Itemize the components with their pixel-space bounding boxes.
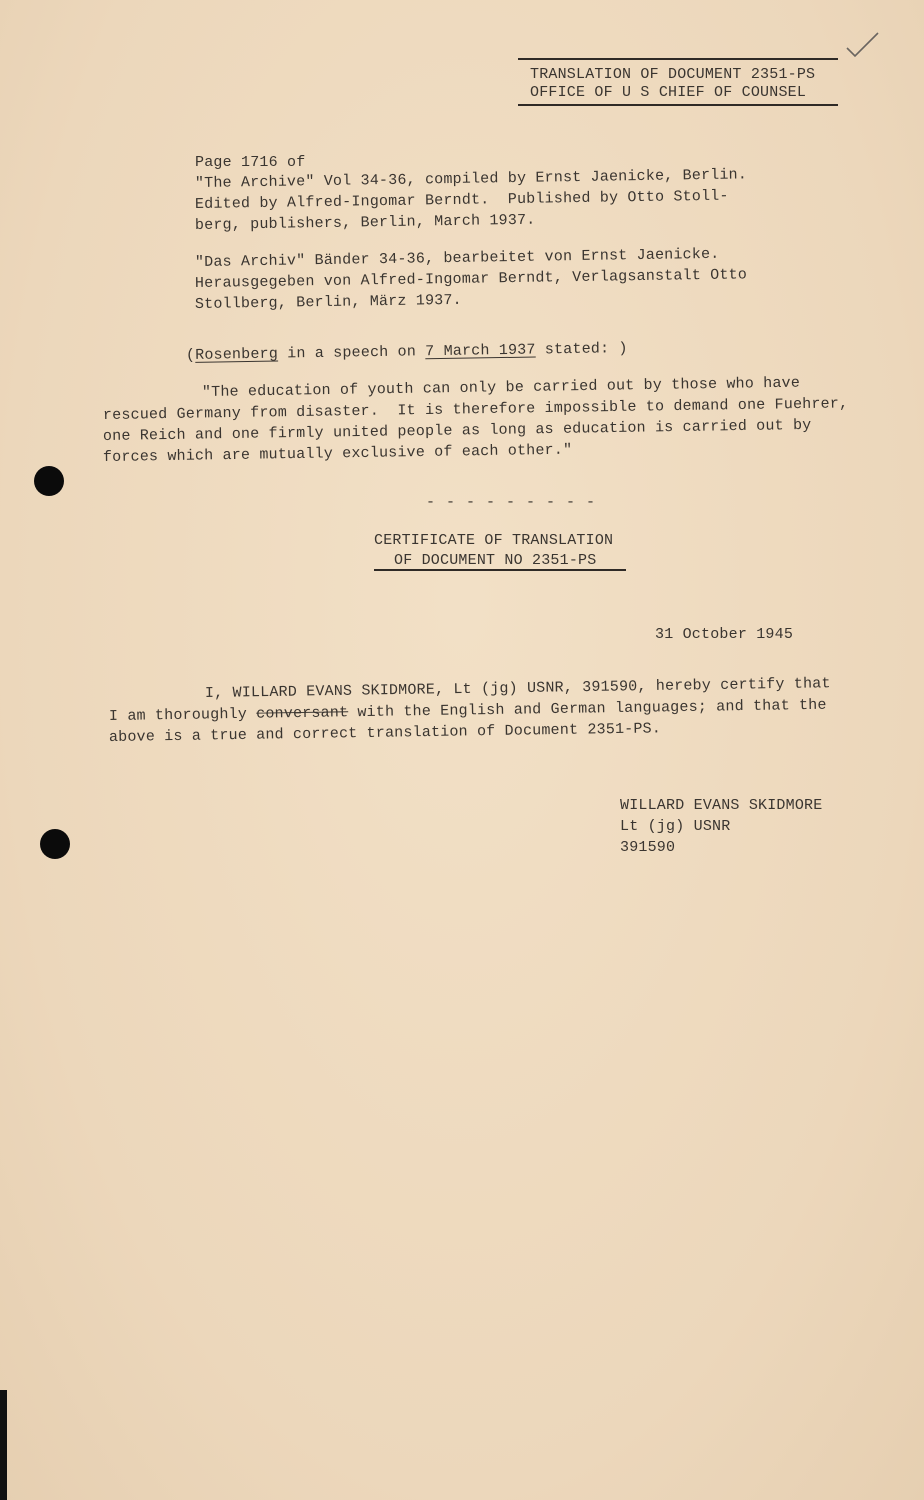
speech-date: 7 March 1937 [425,341,536,361]
source-en-line-4: berg, publishers, Berlin, March 1937. [194,211,536,234]
source-de-line-3: Stollberg, Berlin, März 1937. [194,291,462,313]
header-line-2: OFFICE OF U S CHIEF OF COUNSEL [530,84,807,101]
source-en-line-1: Page 1716 of [195,154,306,171]
corrected-word: conversant [256,704,349,723]
source-de-line-1: "Das Archiv" Bänder 34-36, bearbeitet von Ernst Jaenicke. [194,245,720,271]
quote-line-1: "The education of youth can only be carried out by those who have [201,374,801,401]
check-mark-icon [845,30,881,62]
source-en-line-2: "The Archive" Vol 34-36, compiled by Ernst Jaenicke, Berlin. [194,166,748,192]
punch-hole-upper [34,466,64,496]
quote-line-2: rescued Germany from disaster. It is therefore impossible to demand one Fuehrer, [102,395,849,424]
header-rule-bottom [518,104,838,106]
signature-rank: Lt (jg) USNR [620,818,731,835]
quote-line-3: one Reich and one firmly united people as long as education is carried out by [102,416,812,445]
context-close: stated: ) [535,340,628,359]
speech-context [186,338,628,366]
source-en-line-3: Edited by Alfred-Ingomar Berndt. Published by Otto Stoll- [194,187,729,213]
signature-serial: 391590 [620,839,676,856]
source-de-line-2: Herausgegeben von Alfred-Ingomar Berndt, Verlagsanstalt Otto [194,266,748,292]
certificate-title-2: OF DOCUMENT NO 2351-PS [394,552,597,569]
certificate-title-1: CERTIFICATE OF TRANSLATION [374,532,614,549]
speaker-name: Rosenberg [195,345,279,364]
certificate-body-line-3: above is a true and correct translation of Document 2351-PS. [108,720,662,746]
scan-edge [0,1390,7,1500]
body2-start: I am thoroughly [108,705,257,725]
punch-hole-lower [40,829,70,859]
certificate-title-underline [374,569,626,571]
context-mid: in a speech on [277,343,426,363]
certificate-date: 31 October 1945 [655,626,794,643]
signature-name: WILLARD EVANS SKIDMORE [620,797,823,814]
quote-line-4: forces which are mutually exclusive of each other." [102,441,573,466]
context-open: ( [185,346,196,364]
body2-end: with the English and German languages; and that the [348,696,827,722]
header-line-1: TRANSLATION OF DOCUMENT 2351-PS [530,66,816,83]
separator: - - - - - - - - - [426,494,597,511]
certificate-body-line-1: I, WILLARD EVANS SKIDMORE, Lt (jg) USNR, 391590, hereby certify that [204,675,831,702]
header-rule-top [518,58,838,60]
